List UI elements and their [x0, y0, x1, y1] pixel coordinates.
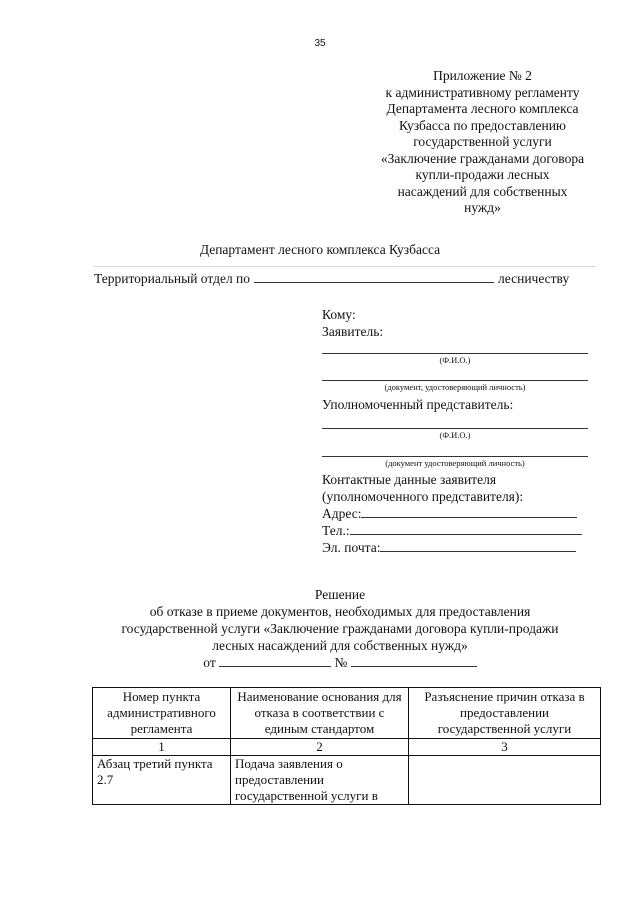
appendix-line: к административному регламенту [385, 84, 580, 100]
address-row [322, 505, 577, 522]
territorial-prefix: Территориальный отдел по [94, 271, 251, 286]
email-field[interactable] [380, 539, 576, 552]
number-label: № [334, 655, 348, 670]
appendix-line: купли-продажи лесных [415, 167, 550, 182]
phone-field[interactable] [350, 522, 582, 535]
appendix-line: нужд» [464, 200, 501, 215]
fio-caption: (Ф.И.О.) [439, 355, 471, 365]
from-label: от [203, 655, 216, 670]
regulation-point-cell: Абзац третий пункта 2.7 [93, 756, 231, 805]
email-label: Эл. почта: [322, 540, 381, 555]
decision-date-number-row [60, 654, 620, 671]
email-row [322, 539, 576, 556]
representative-document-field[interactable] [322, 456, 588, 457]
column-header: Наименование основания для отказа в соответствии с единым стандартом [231, 688, 409, 739]
contact-label: (уполномоченного представителя): [322, 489, 524, 504]
number-field[interactable] [351, 654, 477, 667]
department-name: Департамент лесного комплекса Кузбасса [199, 242, 441, 257]
address-field[interactable] [361, 505, 577, 518]
fio-caption: (Ф.И.О.) [439, 430, 471, 440]
table-header-row [93, 688, 601, 739]
decision-line: лесных насаждений для собственных нужд» [212, 638, 468, 653]
table-row [93, 756, 601, 805]
applicant-document-field[interactable] [322, 380, 588, 381]
appendix-line: Департамента лесного комплекса [386, 101, 579, 116]
column-number: 2 [231, 739, 409, 756]
decision-heading [60, 586, 620, 671]
decision-title: Решение [314, 587, 366, 602]
to-label: Кому: [322, 307, 356, 322]
refusal-reason-cell: Подача заявления о предоставлении государственной услуги в [231, 756, 409, 805]
decision-line: об отказе в приеме документов, необходимых для предоставления [149, 604, 531, 619]
territorial-suffix: лесничеству [498, 271, 570, 286]
territorial-line [94, 269, 596, 287]
contact-label: Контактные данные заявителя [322, 472, 497, 487]
address-label: Адрес: [322, 506, 362, 521]
column-number: 1 [93, 739, 231, 756]
appendix-line: Кузбасса по предоставлению [398, 117, 567, 133]
table-number-row [93, 739, 601, 756]
appendix-header [340, 68, 625, 217]
column-number: 3 [409, 739, 601, 756]
page-number: 35 [314, 38, 326, 49]
refusal-table [92, 687, 601, 805]
representative-fio-field[interactable] [322, 428, 588, 429]
representative-label: Уполномоченный представитель: [322, 397, 514, 412]
phone-row [322, 522, 582, 539]
appendix-line: государственной услуги [413, 134, 552, 149]
column-header: Номер пункта административного регламента [93, 688, 231, 739]
phone-label: Тел.: [322, 523, 350, 538]
date-field[interactable] [219, 654, 331, 667]
column-header: Разъяснение причин отказа в предоставлении государственной услуги [409, 688, 601, 739]
divider [94, 266, 596, 267]
document-caption: (документ удостоверяющий личность) [385, 458, 525, 468]
forestry-blank-field[interactable] [254, 269, 494, 283]
document-caption: (документ, удостоверяющий личность) [384, 382, 526, 392]
applicant-label: Заявитель: [322, 324, 384, 339]
explanation-cell[interactable] [409, 756, 601, 805]
appendix-line: Приложение № 2 [433, 68, 532, 83]
appendix-line: «Заключение гражданами договора [380, 150, 585, 166]
appendix-line: насаждений для собственных [397, 183, 568, 199]
applicant-fio-field[interactable] [322, 353, 588, 354]
decision-line: государственной услуги «Заключение гражданами договора купли-продажи [121, 621, 559, 636]
